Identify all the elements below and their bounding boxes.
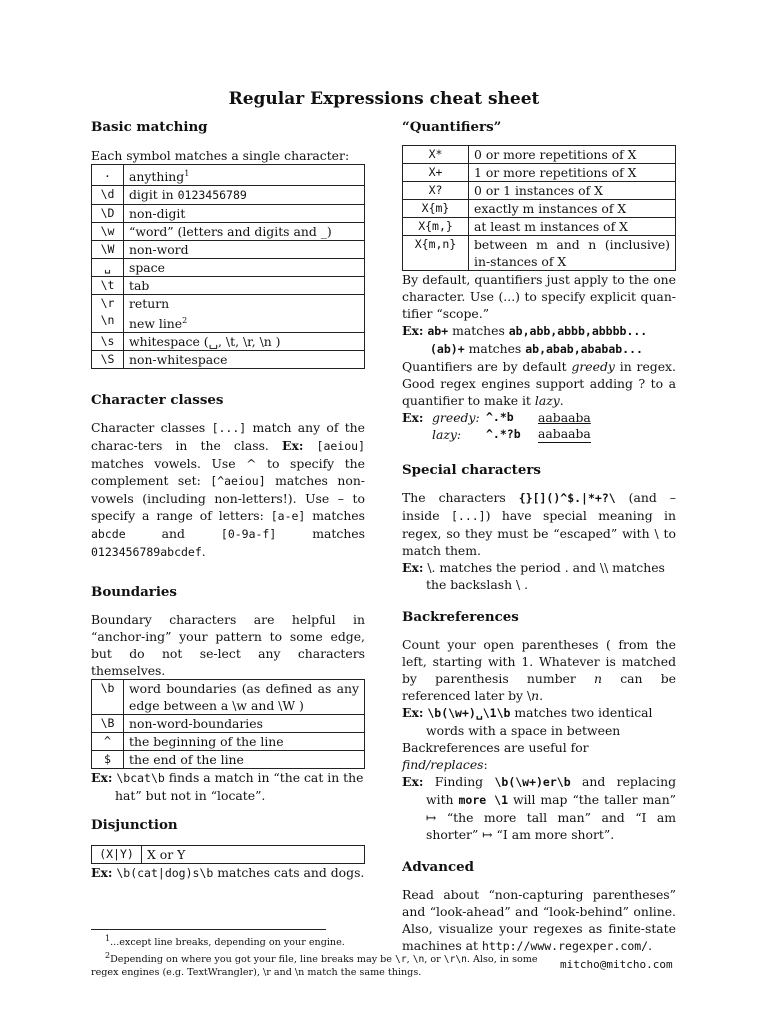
lazy-example: lazy: ^.*?b aabaaba	[432, 426, 591, 442]
symbol-cell: ^	[92, 733, 124, 751]
desc-cell: anything$^1$	[124, 165, 365, 186]
backrefs-example-2: Ex: Finding \b(\w+)er\b and replacing with more \1 will map “the taller man” ↦ “the more tall man” and “I am shorter” ↦ “I am more short”.	[402, 774, 677, 842]
table-row	[403, 182, 676, 200]
symbol-cell: \r \n	[92, 295, 124, 333]
classes-heading: Character classes	[91, 392, 224, 409]
quantifiers-example-1: Ex: ab+ matches ab,abb,abbb,abbbb...	[402, 323, 648, 338]
basic-table	[91, 164, 365, 369]
symbol-cell: $	[92, 751, 124, 769]
table-row	[92, 277, 365, 295]
disjunction-heading: Disjunction	[91, 817, 178, 834]
table-row	[403, 200, 676, 218]
desc-cell: return new line$^2$	[124, 295, 365, 333]
desc-cell: 0 or more repetitions of X	[469, 146, 676, 164]
desc-cell: digit in 0123456789	[124, 186, 365, 205]
desc-cell: between m and n (inclusive) in-stances of X	[469, 236, 676, 271]
symbol-cell: X+	[403, 164, 469, 182]
desc-cell: 0 or 1 instances of X	[469, 182, 676, 200]
footnotes	[91, 932, 691, 979]
special-example: Ex: \. matches the period . and \\ matches the backslash \ .	[402, 560, 665, 592]
table-row	[92, 259, 365, 277]
desc-cell: non-word-boundaries	[124, 715, 365, 733]
boundaries-heading: Boundaries	[91, 584, 177, 601]
symbol-cell: X{m,n}	[403, 236, 469, 271]
desc-cell: word boundaries (as defined as any edge between a \w and \W )	[124, 680, 365, 715]
symbol-cell: X?	[403, 182, 469, 200]
symbol-cell: \W	[92, 241, 124, 259]
special-paragraph: The characters {}[]()^$.|*+?\ (and – inside [...]) have special meaning in regex, so they must be “escaped” with \ to match them.	[402, 490, 676, 558]
page-title: Regular Expressions cheat sheet	[228, 89, 540, 109]
backrefs-paragraph-2: Backreferences are useful for find/replaces:	[402, 740, 589, 772]
table-row	[92, 223, 365, 241]
desc-cell: the beginning of the line	[124, 733, 365, 751]
table-row	[403, 236, 676, 271]
desc-cell: non-whitespace	[124, 351, 365, 369]
symbol-cell: X{m}	[403, 200, 469, 218]
table-row	[92, 205, 365, 223]
desc-cell: exactly m instances of X	[469, 200, 676, 218]
quantifiers-heading: “Quantifiers”	[402, 119, 502, 135]
boundaries-intro: Boundary characters are helpful in “anchor-ing” your pattern to some edge, but do not se-lect any characters themselves.	[91, 612, 365, 679]
table-row	[92, 333, 365, 351]
quantifiers-table	[402, 145, 676, 271]
footnote-1: $^1$...except line breaks, depending on your engine.	[105, 934, 345, 949]
table-row	[403, 218, 676, 236]
footnote-2: $^2$Depending on where you got your file, line breaks may be \r, \n, or \r\n. Also, in some regex engines (e.g. TextWrangler), \r and \n match the same things.	[91, 951, 538, 979]
symbol-cell: \d	[92, 186, 124, 205]
table-row	[92, 733, 365, 751]
classes-paragraph: Character classes [...] match any of the charac-ters in the class. Ex: [aeiou] matches vowels. Use ^ to specify the complement set: [^aeiou] matches non-vowels (including non-letters!). Use – to specify a range of letters: [a-e] matches abcde and [0-9a-f] matches 0123456789abcdef.	[91, 420, 365, 560]
left-column	[91, 118, 365, 882]
symbol-cell: X{m,}	[403, 218, 469, 236]
basic-intro: Each symbol matches a single character:	[91, 148, 350, 163]
symbol-cell: \w	[92, 223, 124, 241]
special-heading: Special characters	[402, 462, 541, 478]
disjunction-example: Ex: \b(cat|dog)s\b matches cats and dogs.	[91, 865, 365, 881]
table-row	[403, 146, 676, 164]
basic-heading: Basic matching	[91, 119, 208, 135]
symbol-cell: \b	[92, 680, 124, 715]
desc-cell: non-word	[124, 241, 365, 259]
quantifiers-paragraph: By default, quantifiers just apply to the one character. Use (...) to specify explicit quan-tifier “scope.”	[402, 272, 676, 321]
table-row	[92, 186, 365, 205]
table-row	[92, 846, 365, 864]
symbol-cell: \S	[92, 351, 124, 369]
desc-cell: the end of the line	[124, 751, 365, 769]
advanced-heading: Advanced	[402, 859, 474, 875]
boundaries-table	[91, 679, 365, 769]
greedy-example: Ex: greedy: ^.*b aabaaba	[402, 410, 591, 425]
desc-cell: “word” (letters and digits and _)	[124, 223, 365, 241]
table-row	[92, 165, 365, 186]
desc-cell: at least m instances of X	[469, 218, 676, 236]
desc-cell: X or Y	[142, 846, 365, 864]
symbol-cell: \D	[92, 205, 124, 223]
footnote-divider	[91, 929, 326, 930]
desc-cell: non-digit	[124, 205, 365, 223]
table-row	[403, 164, 676, 182]
table-row	[92, 295, 365, 333]
table-row	[92, 241, 365, 259]
backrefs-heading: Backreferences	[402, 609, 519, 625]
desc-cell: space	[124, 259, 365, 277]
greedy-paragraph: Quantifiers are by default greedy in regex. Good regex engines support adding ? to a quantifier to make it lazy.	[402, 359, 676, 408]
symbol-cell: .	[92, 165, 124, 186]
symbol-cell: ␣	[92, 259, 124, 277]
symbol-cell: \t	[92, 277, 124, 295]
quantifiers-example-2: (ab)+ matches ab,abab,ababab...	[430, 341, 643, 356]
table-row	[92, 351, 365, 369]
right-column	[402, 118, 676, 955]
author-email: mitcho@mitcho.com	[560, 958, 673, 971]
desc-cell: whitespace (␣, \t, \r, \n )	[124, 333, 365, 351]
table-row	[92, 680, 365, 715]
desc-cell: 1 or more repetitions of X	[469, 164, 676, 182]
backrefs-paragraph: Count your open parentheses ( from the left, starting with 1. Whatever is matched by parenthesis number n can be referenced later by \n.	[402, 637, 677, 703]
disjunction-table	[91, 845, 365, 864]
backrefs-example-1: Ex: \b(\w+)␣\1\b matches two identical words with a space in between	[402, 705, 653, 738]
boundaries-example: Ex: \bcat\b finds a match in “the cat in the hat” but not in “locate”.	[91, 770, 364, 804]
symbol-cell: \s	[92, 333, 124, 351]
symbol-cell: \B	[92, 715, 124, 733]
symbol-cell: (X|Y)	[92, 846, 142, 864]
table-row	[92, 751, 365, 769]
table-row	[92, 715, 365, 733]
advanced-paragraph: Read about “non-capturing parentheses” and “look-ahead” and “look-behind” online. Also, visualize your regexes as finite-state machines at http://www.regexper.com/.	[402, 887, 676, 953]
desc-cell: tab	[124, 277, 365, 295]
symbol-cell: X*	[403, 146, 469, 164]
